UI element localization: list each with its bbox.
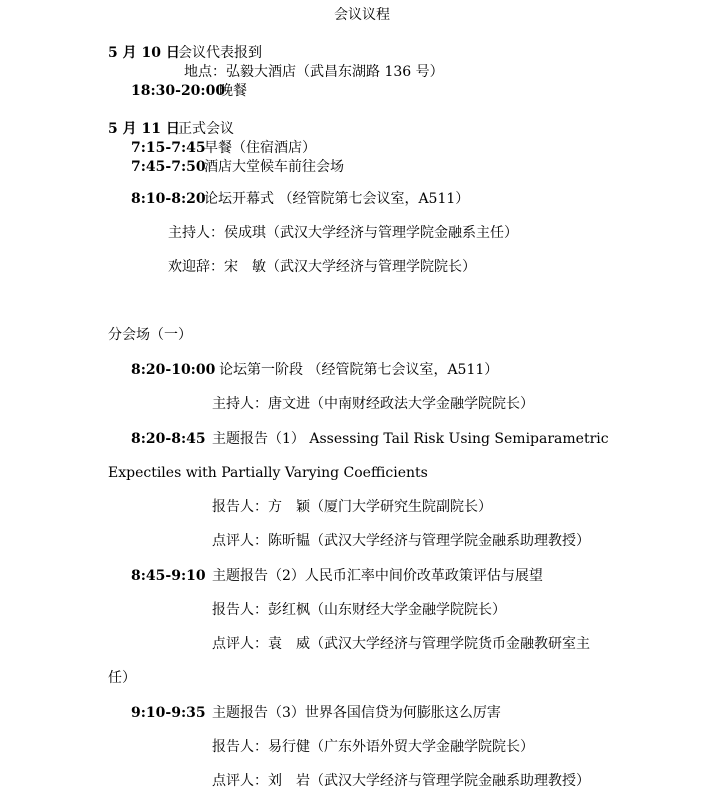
talk1-time: 8:20-8:45: [131, 431, 206, 447]
talk2-reviewer: 点评人：袁 威（武汉大学经济与管理学院货币金融教研室主: [212, 636, 590, 652]
opening-host: 主持人：侯成琪（武汉大学经济与管理学院金融系主任）: [168, 225, 518, 241]
talk3-title: 主题报告（3）世界各国信贷为何膨胀这么厉害: [212, 705, 501, 721]
talk3-reviewer: 点评人：刘 岩（武汉大学经济与管理学院金融系助理教授）: [212, 773, 590, 789]
welcome-speech: 欢迎辞：宋 敏（武汉大学经济与管理学院院长）: [168, 259, 476, 275]
stage-host: 主持人：唐文进（中南财经政法大学金融学院院长）: [212, 396, 534, 412]
talk1-reviewer: 点评人：陈昕韫（武汉大学经济与管理学院金融系助理教授）: [212, 533, 590, 549]
talk1-title-cont: Expectiles with Partially Varying Coefficients: [108, 465, 428, 481]
day1-dinner-time: 18:30-20:00: [131, 83, 226, 99]
talk1-title: 主题报告（1） Assessing Tail Risk Using Semiparametric: [212, 431, 609, 447]
opening-time: 8:10-8:20: [131, 191, 206, 207]
talk2-reviewer-cont: 任）: [108, 670, 136, 686]
session-heading: 分会场（一）: [108, 327, 192, 343]
talk1-speaker: 报告人：方 颖（厦门大学研究生院副院长）: [212, 499, 492, 515]
day1-venue: 地点：弘毅大酒店（武昌东湖路 136 号）: [184, 64, 444, 80]
stage-time: 8:20-10:00: [131, 362, 216, 378]
talk2-title: 主题报告（2）人民币汇率中间价改革政策评估与展望: [212, 568, 543, 584]
opening-ceremony: 论坛开幕式 （经管院第七会议室，A511）: [204, 191, 470, 207]
talk2-speaker: 报告人：彭红枫（山东财经大学金融学院院长）: [212, 602, 506, 618]
day2-date: 5 月 11 日: [108, 121, 180, 137]
breakfast: 早餐（住宿酒店）: [204, 140, 316, 156]
bus: 酒店大堂候车前往会场: [204, 159, 344, 175]
day1-label: 会议代表报到: [178, 45, 262, 61]
talk2-time: 8:45-9:10: [131, 568, 206, 584]
day1-date: 5 月 10 日: [108, 45, 180, 61]
talk3-time: 9:10-9:35: [131, 705, 206, 721]
breakfast-time: 7:15-7:45: [131, 140, 206, 156]
page-title: 会议议程: [334, 7, 390, 23]
stage-title: 论坛第一阶段 （经管院第七会议室，A511）: [219, 362, 499, 378]
day2-label: 正式会议: [178, 121, 234, 137]
bus-time: 7:45-7:50: [131, 159, 206, 175]
day1-dinner: 晚餐: [219, 83, 247, 99]
talk3-speaker: 报告人：易行健（广东外语外贸大学金融学院院长）: [212, 739, 534, 755]
